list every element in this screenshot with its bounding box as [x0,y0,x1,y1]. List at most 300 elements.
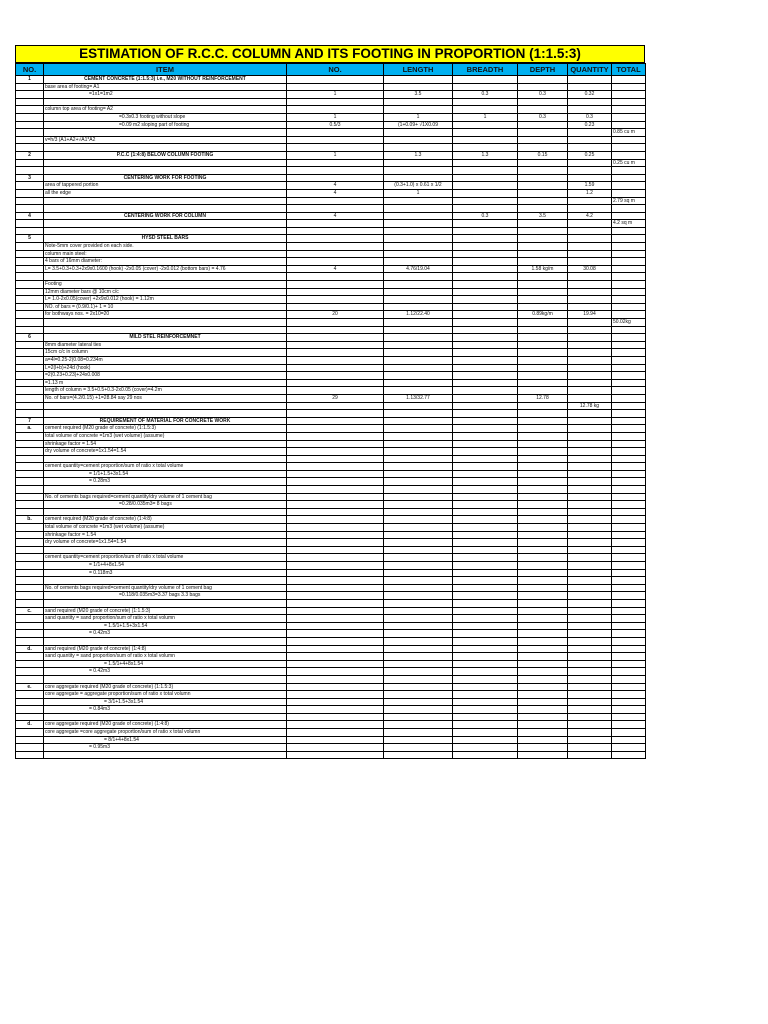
cell-count [287,106,384,114]
cell-no [16,539,44,547]
cell-length [384,729,453,737]
cell-depth [518,637,568,645]
cell-quantity: 0.32 [568,91,612,99]
cell-length [384,448,453,456]
cell-breadth [453,751,518,759]
table-row [16,410,646,418]
table-row [16,622,646,630]
cell-breadth [453,243,518,251]
cell-no [16,455,44,463]
cell-no [16,121,44,129]
cell-breadth [453,417,518,425]
cell-breadth [453,197,518,205]
cell-count: 1 [287,91,384,99]
cell-breadth [453,372,518,380]
cell-length [384,417,453,425]
cell-quantity [568,319,612,327]
cell-breadth [453,136,518,144]
cell-no: d. [16,721,44,729]
cell-depth [518,744,568,752]
cell-no [16,691,44,699]
cell-item [44,129,287,137]
cell-breadth [453,524,518,532]
cell-length [384,334,453,342]
table-row [16,189,646,197]
cell-depth [518,425,568,433]
cell-quantity [568,744,612,752]
cell-no [16,660,44,668]
cell-length [384,356,453,364]
cell-item: MILD STEL REINFORCEMNET [44,334,287,342]
cell-no [16,387,44,395]
cell-total [612,364,646,372]
cell-total [612,630,646,638]
cell-total [612,698,646,706]
cell-breadth [453,98,518,106]
cell-quantity [568,372,612,380]
cell-length [384,455,453,463]
cell-item: REQUIREMENT OF MATERIAL FOR CONCRETE WORK [44,417,287,425]
cell-no: 1 [16,76,44,84]
cell-quantity [568,622,612,630]
cell-depth [518,364,568,372]
cell-total [612,440,646,448]
cell-item: column top area of footing= A2 [44,106,287,114]
cell-no: b. [16,516,44,524]
cell-length [384,425,453,433]
cell-no [16,319,44,327]
cell-total [612,721,646,729]
cell-item: core aggregate required (M20 grade of concrete) (1:4:8) [44,721,287,729]
table-row [16,76,646,84]
cell-count [287,76,384,84]
cell-quantity [568,106,612,114]
cell-breadth [453,683,518,691]
cell-quantity: 0.23 [568,121,612,129]
cell-item: area of tappered portion [44,182,287,190]
cell-depth [518,645,568,653]
cell-count [287,235,384,243]
table-row [16,334,646,342]
cell-quantity [568,729,612,737]
cell-quantity [568,432,612,440]
table-row [16,356,646,364]
cell-no [16,599,44,607]
cell-item [44,273,287,281]
cell-count [287,508,384,516]
cell-length [384,501,453,509]
cell-total [612,205,646,213]
cell-no [16,508,44,516]
cell-count [287,721,384,729]
table-row [16,296,646,304]
cell-length [384,736,453,744]
cell-quantity [568,258,612,266]
table-row [16,562,646,570]
cell-item: = 1/1+4+8x1.54 [44,562,287,570]
cell-depth [518,167,568,175]
cell-breadth [453,478,518,486]
table-row [16,432,646,440]
cell-breadth [453,83,518,91]
cell-depth [518,539,568,547]
cell-length [384,698,453,706]
cell-no [16,159,44,167]
cell-length: 1 [384,189,453,197]
cell-count [287,668,384,676]
cell-length: 1 [384,113,453,121]
cell-depth [518,410,568,418]
cell-length [384,83,453,91]
cell-length [384,273,453,281]
cell-total [612,91,646,99]
cell-item [44,205,287,213]
cell-item: sand quantity = sand proportion/sum of ratio x total volumn [44,653,287,661]
cell-depth [518,197,568,205]
cell-depth [518,258,568,266]
cell-total [612,668,646,676]
cell-length [384,303,453,311]
cell-quantity: 19.94 [568,311,612,319]
cell-no [16,83,44,91]
table-row [16,531,646,539]
cell-breadth [453,159,518,167]
table-row [16,478,646,486]
cell-breadth [453,303,518,311]
cell-breadth [453,364,518,372]
cell-quantity [568,76,612,84]
estimate-sheet [15,45,645,759]
cell-no [16,356,44,364]
cell-length [384,706,453,714]
table-row [16,645,646,653]
cell-quantity [568,296,612,304]
cell-count [287,736,384,744]
cell-depth [518,630,568,638]
cell-breadth [453,584,518,592]
cell-total [612,394,646,402]
cell-quantity [568,501,612,509]
cell-quantity [568,736,612,744]
cell-item: Note-5mm cover provided on each side. [44,243,287,251]
table-row [16,220,646,228]
cell-no [16,562,44,570]
table-row [16,372,646,380]
cell-quantity [568,243,612,251]
cell-count: 29 [287,394,384,402]
cell-breadth [453,129,518,137]
cell-no [16,531,44,539]
cell-total [612,432,646,440]
cell-item: = 1.5/1+1.5+3x1.54 [44,622,287,630]
cell-item [44,410,287,418]
table-row [16,129,646,137]
cell-breadth [453,744,518,752]
cell-no [16,394,44,402]
cell-item [44,508,287,516]
cell-quantity [568,569,612,577]
cell-depth [518,622,568,630]
cell-total [612,675,646,683]
cell-breadth [453,258,518,266]
cell-no [16,144,44,152]
cell-breadth [453,713,518,721]
cell-quantity [568,562,612,570]
cell-length [384,599,453,607]
table-row [16,698,646,706]
cell-count [287,630,384,638]
cell-depth [518,569,568,577]
cell-length [384,341,453,349]
cell-quantity [568,425,612,433]
table-row [16,493,646,501]
cell-breadth [453,599,518,607]
cell-total [612,607,646,615]
cell-length [384,546,453,554]
cell-length [384,562,453,570]
cell-no: 7 [16,417,44,425]
cell-quantity [568,387,612,395]
cell-count [287,258,384,266]
cell-item: cement required (M20 grade of concrete) (1:4:8) [44,516,287,524]
cell-depth: 0.15 [518,151,568,159]
cell-length [384,364,453,372]
table-row [16,569,646,577]
cell-count [287,546,384,554]
cell-depth [518,227,568,235]
cell-no: 5 [16,235,44,243]
table-row [16,243,646,251]
cell-breadth [453,463,518,471]
cell-depth [518,174,568,182]
cell-length [384,205,453,213]
cell-depth [518,660,568,668]
cell-count [287,356,384,364]
cell-no [16,630,44,638]
cell-no [16,273,44,281]
table-row [16,281,646,289]
cell-total [612,562,646,570]
cell-count [287,615,384,623]
cell-no [16,668,44,676]
cell-total [612,546,646,554]
cell-count [287,516,384,524]
cell-breadth [453,296,518,304]
cell-length: (1+0.09+ √1X0.09 [384,121,453,129]
cell-item [44,455,287,463]
cell-count: 1 [287,113,384,121]
cell-count [287,220,384,228]
cell-length [384,668,453,676]
cell-depth [518,607,568,615]
cell-no: d. [16,645,44,653]
cell-total [612,463,646,471]
cell-breadth [453,220,518,228]
cell-item: total volume of concrete =1m3 (wet volume) (assume) [44,524,287,532]
cell-total [612,744,646,752]
cell-count [287,562,384,570]
cell-depth [518,562,568,570]
cell-depth [518,273,568,281]
cell-total [612,524,646,532]
cell-length [384,296,453,304]
cell-breadth [453,615,518,623]
cell-breadth: 1 [453,113,518,121]
cell-quantity [568,637,612,645]
cell-depth [518,417,568,425]
cell-depth: 0.89kg/m [518,311,568,319]
cell-depth [518,516,568,524]
cell-total [612,98,646,106]
cell-item: column main steel: [44,250,287,258]
cell-depth: 3.5 [518,212,568,220]
cell-length [384,258,453,266]
cell-total [612,349,646,357]
cell-item [44,197,287,205]
cell-depth [518,706,568,714]
cell-total [612,706,646,714]
cell-total [612,281,646,289]
cell-length: 1.13/32.77 [384,394,453,402]
cell-item [44,326,287,334]
cell-length [384,76,453,84]
cell-quantity [568,599,612,607]
cell-count [287,136,384,144]
cell-item: = 3/1+1.5+3x1.54 [44,698,287,706]
cell-quantity [568,706,612,714]
cell-quantity [568,653,612,661]
table-row [16,653,646,661]
cell-item: L=2(l+b)+24d (hook) [44,364,287,372]
table-row [16,136,646,144]
cell-no [16,622,44,630]
cell-total [612,615,646,623]
cell-quantity [568,129,612,137]
cell-quantity [568,668,612,676]
cell-depth [518,546,568,554]
cell-length: (0.3+1.0) x 0.61 x 1/2 [384,182,453,190]
cell-breadth [453,660,518,668]
cell-length [384,326,453,334]
cell-count [287,303,384,311]
cell-total [612,76,646,84]
table-row [16,584,646,592]
header-breadth: BREADTH [453,64,518,76]
cell-depth [518,675,568,683]
cell-depth [518,281,568,289]
cell-total [612,243,646,251]
table-row [16,227,646,235]
table-row [16,713,646,721]
cell-total [612,265,646,273]
cell-breadth [453,455,518,463]
cell-item [44,486,287,494]
cell-count [287,486,384,494]
cell-length [384,349,453,357]
cell-total [612,455,646,463]
cell-quantity [568,273,612,281]
cell-length [384,440,453,448]
cell-total [612,539,646,547]
cell-total [612,660,646,668]
cell-quantity [568,539,612,547]
cell-breadth [453,645,518,653]
cell-count [287,296,384,304]
cell-item: 12mm diameter bars @ 10cm c/c [44,288,287,296]
cell-count [287,197,384,205]
cell-count [287,531,384,539]
cell-count [287,539,384,547]
cell-length [384,493,453,501]
cell-item: core aggregate =core aggregate proportion/sum of ratio x total volumn [44,729,287,737]
cell-depth [518,478,568,486]
cell-length [384,744,453,752]
cell-breadth [453,265,518,273]
cell-total [612,151,646,159]
cell-quantity [568,470,612,478]
cell-no [16,486,44,494]
cell-total [612,448,646,456]
cell-count [287,463,384,471]
cell-depth [518,326,568,334]
cell-breadth [453,273,518,281]
cell-total [612,182,646,190]
table-row [16,250,646,258]
cell-length [384,721,453,729]
cell-length [384,569,453,577]
table-row [16,394,646,402]
cell-item: = 1.5/1+4+8x1.54 [44,660,287,668]
cell-quantity [568,326,612,334]
cell-total [612,303,646,311]
cell-breadth [453,501,518,509]
cell-breadth [453,227,518,235]
cell-total [612,493,646,501]
cell-depth [518,432,568,440]
cell-depth [518,721,568,729]
cell-no [16,706,44,714]
table-row [16,425,646,433]
cell-item: =0.28/0.035m3= 8 bags [44,501,287,509]
cell-length [384,508,453,516]
cell-total [612,751,646,759]
table-row [16,455,646,463]
cell-quantity: 1.2 [568,189,612,197]
cell-count [287,250,384,258]
cell-total [612,334,646,342]
table-row [16,364,646,372]
cell-depth [518,334,568,342]
cell-no [16,675,44,683]
cell-item: = 1/1+1.5+3x1.54 [44,470,287,478]
cell-quantity [568,349,612,357]
cell-length [384,106,453,114]
cell-count [287,83,384,91]
cell-count [287,675,384,683]
table-row [16,387,646,395]
table-row [16,729,646,737]
table-row [16,151,646,159]
cell-total: 0.85 cu m [612,129,646,137]
cell-depth [518,486,568,494]
table-row [16,630,646,638]
cell-length: 1.3 [384,151,453,159]
table-row [16,303,646,311]
cell-no [16,524,44,532]
cell-item: shrinkage factor = 1.54 [44,440,287,448]
cell-quantity [568,281,612,289]
cell-depth: 12.78 [518,394,568,402]
